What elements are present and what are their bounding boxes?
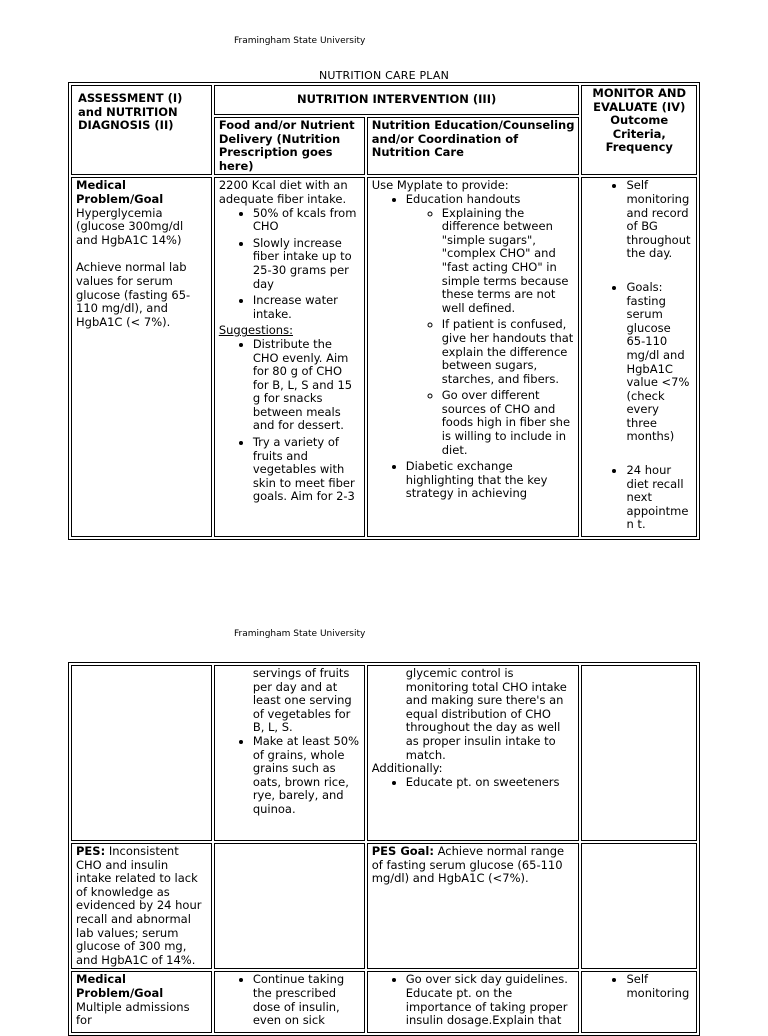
care-plan-table-page2: [68, 662, 700, 1036]
admissions-text: Multiple admissions for: [76, 999, 190, 1028]
sub-list-item: ◦ Go over different sources of CHO and foods high in fiber she is willing to include in diet.: [442, 389, 575, 457]
education-list: [372, 193, 575, 501]
header-education-label: Nutrition Education/Counseling and/or Coordination of Nutrition Care: [371, 118, 575, 160]
pes-goal-text: Achieve normal range of fasting serum glucose (65-110 mg/dl) and HgbA1C (<7%).: [371, 844, 565, 886]
sweeteners-list: [372, 776, 575, 790]
sub-list-item: ◦ If patient is confused, give her handouts that explain the difference between sugars, starches, and fibers.: [442, 318, 575, 386]
sick-day-list: [372, 973, 575, 1027]
pes-label: PES:: [76, 844, 106, 858]
list-item: [406, 193, 575, 457]
list-item: • Diabetic exchange highlighting that the key strategy in achieving: [406, 460, 575, 501]
cell-education-cont: [367, 665, 580, 841]
cell-monitor: [581, 177, 697, 537]
diet-list: [219, 207, 360, 322]
university-header: Framingham State University: [234, 36, 366, 46]
list-item: • Try a variety of fruits and vegetables with skin to meet fiber goals. Aim for 2-3: [253, 436, 360, 504]
list-item: • 24 hour diet recall next appointmen t.: [626, 464, 692, 532]
monitor-list: [586, 179, 692, 532]
header-food-delivery-label: Food and/or Nutrient Delivery (Nutrition Prescription goes here): [218, 118, 355, 173]
page-title: NUTRITION CARE PLAN: [318, 69, 450, 82]
header-intervention: [214, 85, 580, 115]
insulin-list: [219, 973, 360, 1027]
cell-food-delivery: [214, 177, 365, 537]
monitor-list-2: [586, 973, 692, 1000]
myplate-intro: Use Myplate to provide:: [371, 178, 509, 193]
list-item-label: Education handouts: [405, 191, 521, 206]
cell-pes-empty: [214, 843, 365, 969]
list-item: • Goals: fasting serum glucose 65-110 mg/dl and HgbA1C value <7% (check every three months): [626, 281, 692, 444]
problem-text: Hyperglycemia (glucose 300mg/dl and HgbA1C 14%): [76, 205, 184, 247]
header-education: [367, 117, 580, 175]
university-header-page2: Framingham State University: [234, 629, 366, 639]
header-intervention-label: NUTRITION INTERVENTION (III): [297, 92, 497, 107]
header-assessment-label: ASSESSMENT (I) and NUTRITION DIAGNOSIS (II): [78, 91, 183, 133]
handout-sublist: [406, 207, 575, 458]
list-item: • Make at least 50% of grains, whole grains such as oats, brown rice, rye, barely, and quinoa.: [253, 735, 360, 817]
list-item: • Distribute the CHO evenly. Aim for 80 g of CHO for B, L, S and 15 g for snacks between meals and for dessert.: [253, 338, 360, 433]
additionally-label: Additionally:: [371, 761, 443, 776]
glycemic-control-text: glycemic control is monitoring total CHO intake and making sure there's an equal distribution of CHO throughout the day as well as proper insulin intake to match.: [405, 666, 567, 762]
list-item: • Educate pt. on sweeteners: [406, 776, 575, 790]
header-assessment: [71, 85, 212, 175]
cell-pes: [71, 843, 212, 969]
medical-problem-title-2: Medical Problem/Goal: [76, 972, 164, 1000]
header-monitor-label: MONITOR AND EVALUATE (IV) Outcome Criteria, Frequency: [592, 86, 687, 155]
list-item: • 50% of kcals from CHO: [253, 207, 360, 234]
cell-pes-monitor: [581, 843, 697, 969]
header-monitor: [581, 85, 697, 175]
cell-education: [367, 177, 580, 537]
sub-list-item: ◦ Explaining the difference between "simple sugars", "complex CHO" and "fast acting CHO" in simple terms because these terms are not well defined.: [442, 207, 575, 316]
care-plan-table-page1: [68, 82, 700, 540]
list-item: • Self monitoring: [626, 973, 692, 1000]
grains-list: [219, 735, 360, 817]
pes-text: Inconsistent CHO and insulin intake related to lack of knowledge as evidenced by 24 hour recall and abnormal lab values; serum glucose of 300 mg, and HgbA1C of 14%.: [76, 844, 202, 967]
list-item: • Self monitoring and record of BG throughout the day.: [626, 179, 692, 261]
cell-food-delivery-cont: [214, 665, 365, 841]
goal-text: Achieve normal lab values for serum glucose (fasting 65-110 mg/dl), and HgbA1C (< 7%).: [76, 260, 191, 329]
cell-assessment: [71, 177, 212, 537]
cell-assessment-cont: [71, 665, 212, 841]
medical-problem-title: Medical Problem/Goal: [76, 178, 164, 206]
list-item: • Continue taking the prescribed dose of insulin, even on sick: [253, 973, 360, 1027]
diet-prescription: 2200 Kcal diet with an adequate fiber intake.: [218, 178, 348, 206]
cell-monitor-cont: [581, 665, 697, 841]
header-food-delivery: [214, 117, 365, 175]
suggestions-label: Suggestions:: [218, 323, 293, 338]
cell-pes-goal: [367, 843, 580, 969]
list-item: • Increase water intake.: [253, 294, 360, 321]
suggestions-list: [219, 338, 360, 504]
pes-goal-label: PES Goal:: [371, 844, 434, 858]
fruit-servings-text: servings of fruits per day and at least one serving of vegetables for B, L, S.: [252, 666, 352, 735]
list-item: • Slowly increase fiber intake up to 25-30 grams per day: [253, 237, 360, 291]
list-item: • Go over sick day guidelines. Educate pt. on the importance of taking proper insulin dosage.Explain that: [406, 973, 575, 1027]
